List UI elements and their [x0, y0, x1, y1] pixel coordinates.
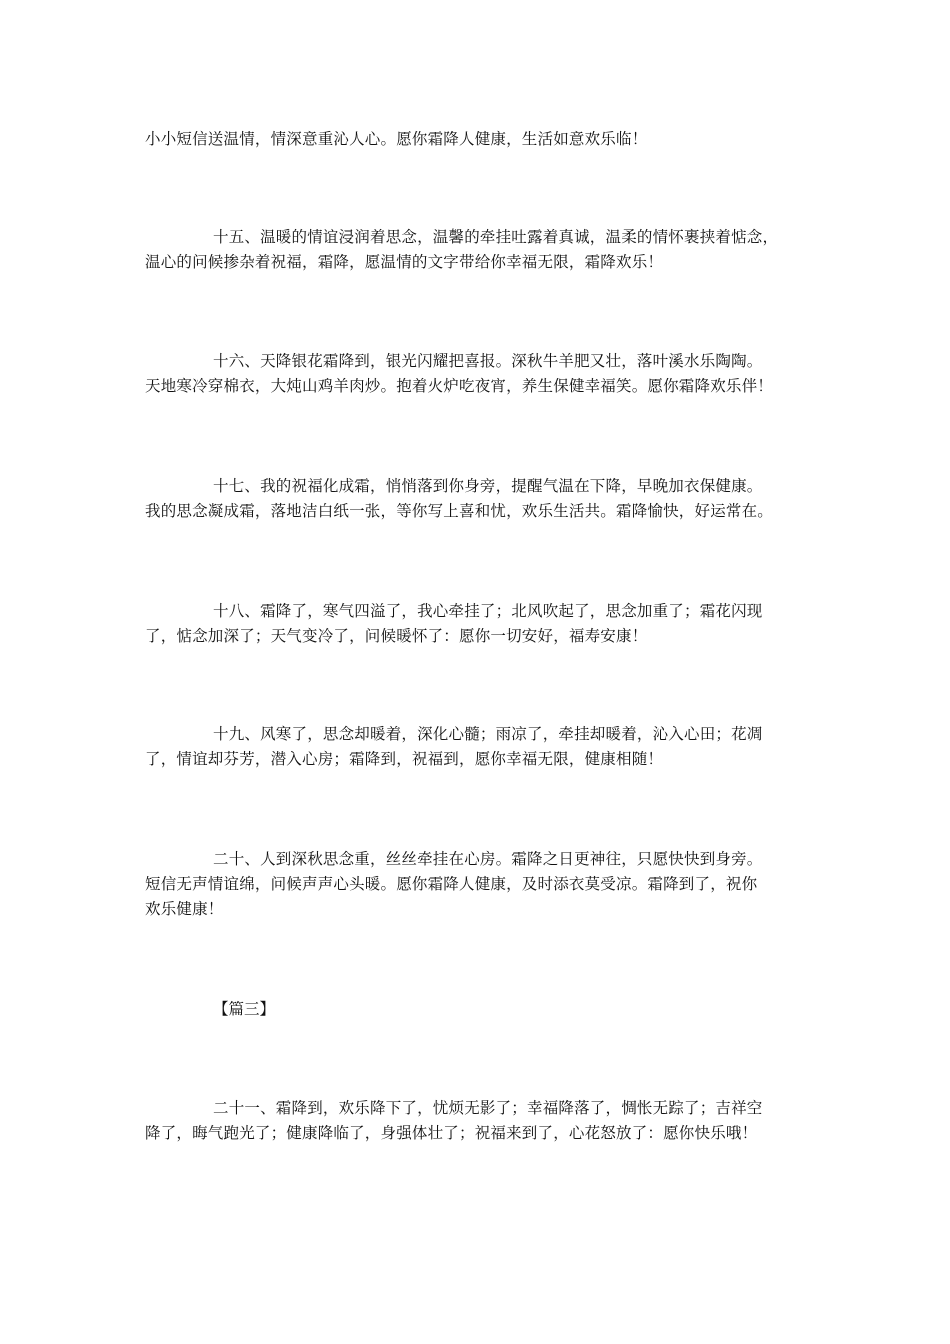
paragraph-line: 了，情谊却芬芳，潜入心房；霜降到，祝福到，愿你幸福无限，健康相随！ — [145, 750, 664, 768]
paragraph-line: 欢乐健康！ — [145, 900, 224, 918]
paragraph-19 — [145, 722, 813, 772]
paragraph-line: 十六、天降银花霜降到，银光闪耀把喜报。深秋牛羊肥又壮，落叶溪水乐陶陶。 — [213, 352, 763, 370]
paragraph-line: 小小短信送温情，情深意重沁人心。愿你霜降人健康，生活如意欢乐临！ — [145, 130, 648, 148]
paragraph-line: 短信无声情谊绵，问候声声心头暖。愿你霜降人健康，及时添衣莫受凉。霜降到了，祝你 — [145, 875, 758, 893]
paragraph-line: 二十、人到深秋思念重，丝丝牵挂在心房。霜降之日更神往，只愿快快到身旁。 — [213, 850, 763, 868]
paragraph-line: 了，惦念加深了；天气变冷了，问候暖怀了：愿你一切安好，福寿安康！ — [145, 627, 648, 645]
paragraph-17 — [145, 474, 813, 524]
paragraph-line: 十八、霜降了，寒气四溢了，我心牵挂了；北风吹起了，思念加重了；霜花闪现 — [213, 602, 763, 620]
section-heading: 【篇三】 — [213, 1000, 276, 1018]
paragraph-line: 温心的问候掺杂着祝福，霜降，愿温情的文字带给你幸福无限，霜降欢乐！ — [145, 253, 664, 271]
paragraph-line: 十九、风寒了，思念却暖着，深化心髓；雨凉了，牵挂却暖着，沁入心田；花凋 — [213, 725, 763, 743]
paragraph-line: 天地寒冷穿棉衣，大炖山鸡羊肉炒。抱着火炉吃夜宵，养生保健幸福笑。愿你霜降欢乐伴！ — [145, 377, 774, 395]
paragraph-line: 十七、我的祝福化成霜，悄悄落到你身旁，提醒气温在下降，早晚加衣保健康。 — [213, 477, 763, 495]
paragraph-20 — [145, 847, 813, 922]
paragraph-intro — [145, 127, 813, 152]
paragraph-line: 降了，晦气跑光了；健康降临了，身强体壮了；祝福来到了，心花怒放了：愿你快乐哦！ — [145, 1124, 758, 1142]
paragraph-18 — [145, 599, 813, 649]
paragraph-line: 二十一、霜降到，欢乐降下了，忧烦无影了；幸福降落了，惆怅无踪了；吉祥空 — [213, 1099, 763, 1117]
paragraph-16 — [145, 349, 813, 399]
paragraph-line: 十五、温暖的情谊浸润着思念，温馨的牵挂吐露着真诚，温柔的情怀裹挟着惦念， — [213, 228, 779, 246]
paragraph-15 — [145, 225, 813, 275]
paragraph-line: 我的思念凝成霜，落地洁白纸一张，等你写上喜和忧，欢乐生活共。霜降愉快，好运常在。 — [145, 502, 774, 520]
paragraph-21 — [145, 1096, 813, 1146]
